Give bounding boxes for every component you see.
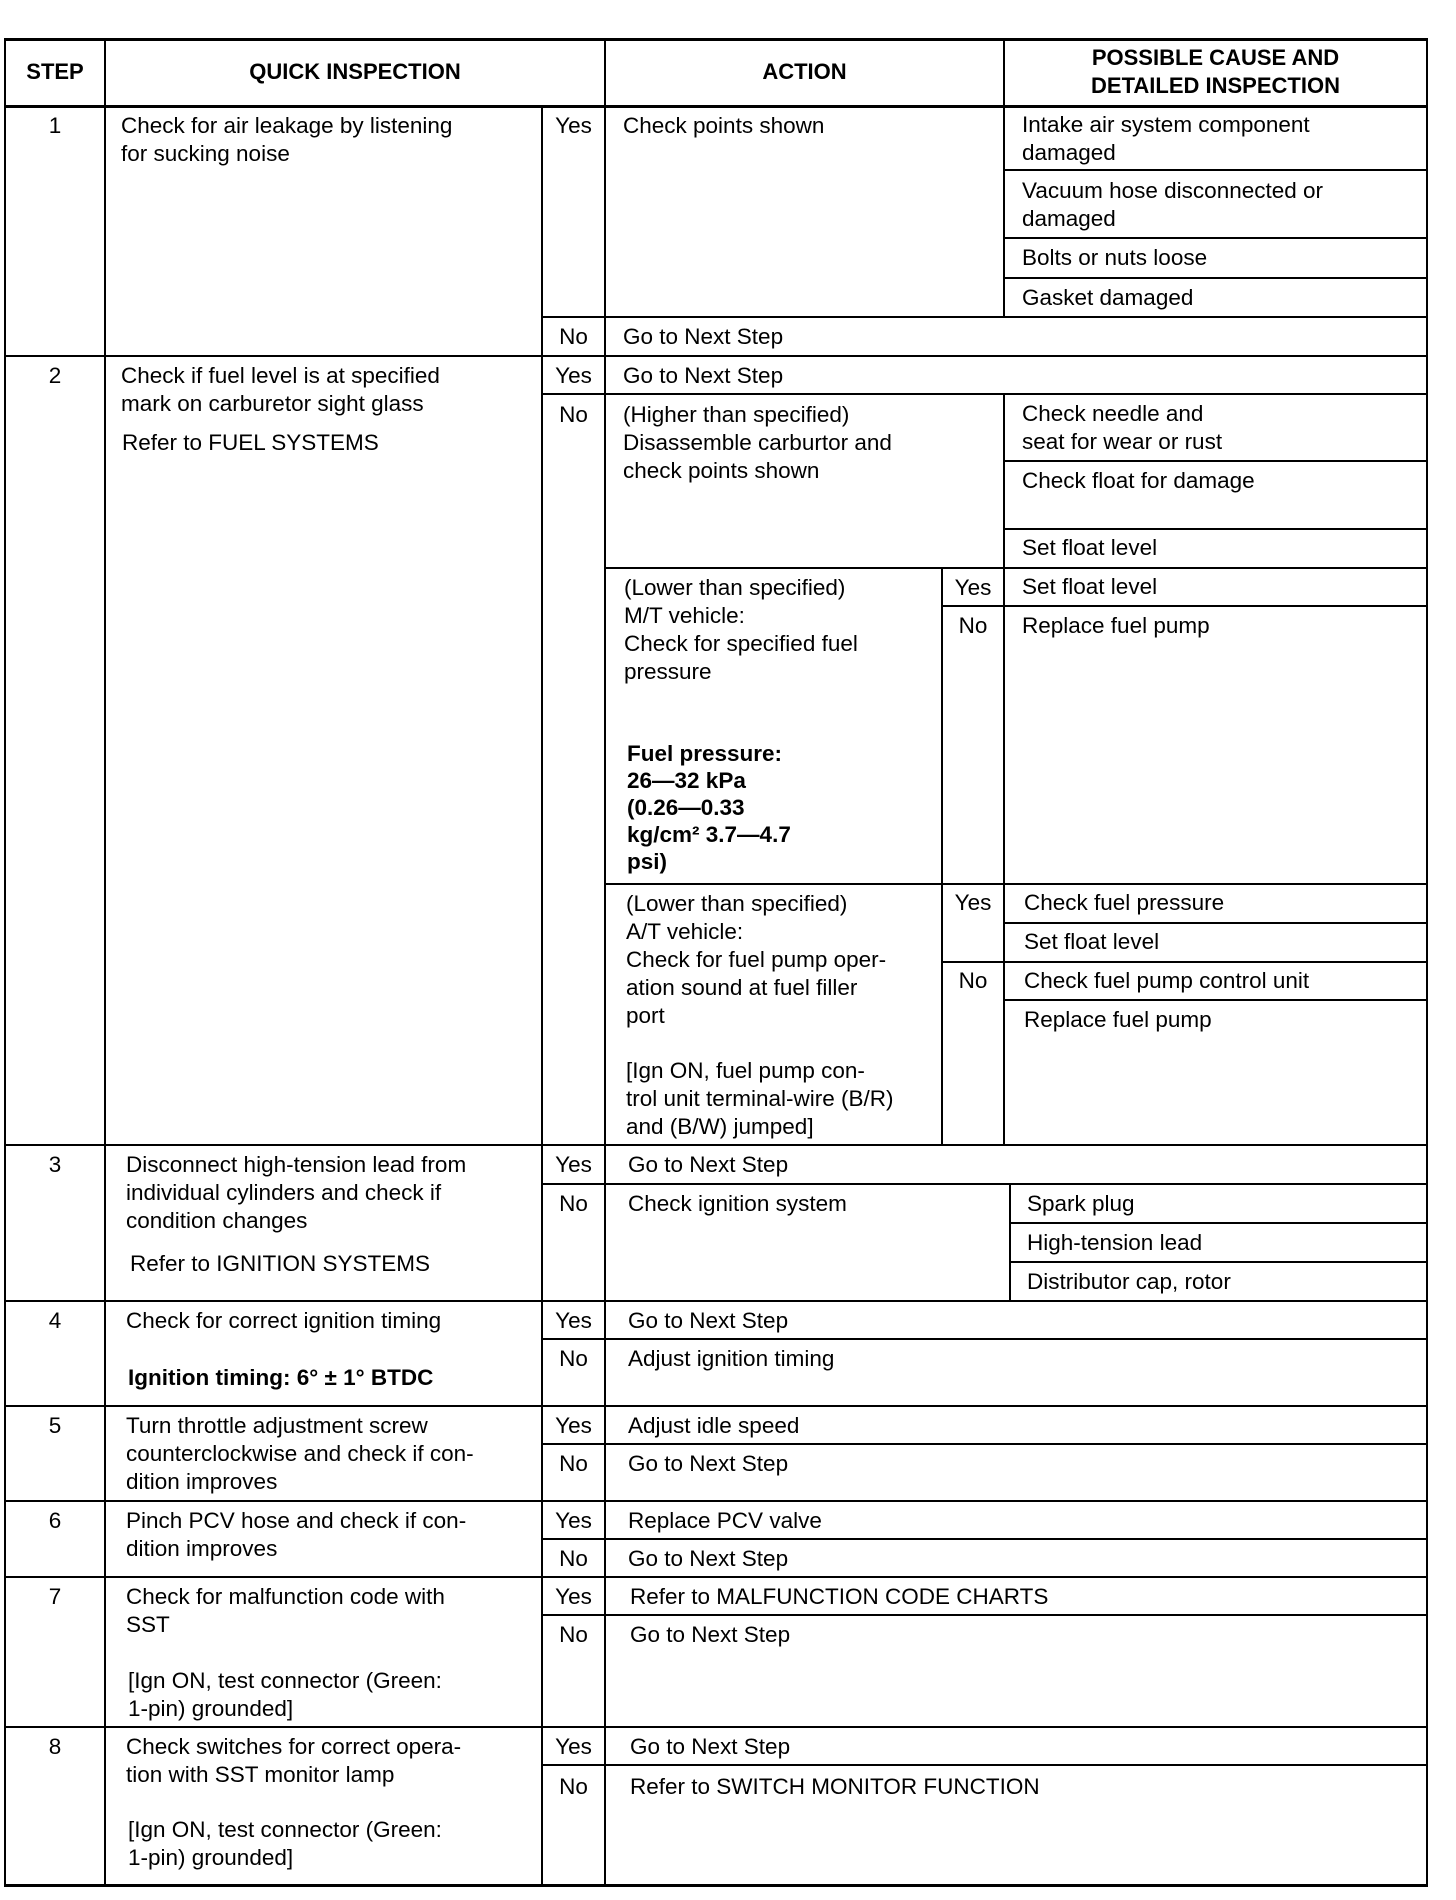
- step-number: 1: [48, 113, 62, 138]
- rule: [4, 355, 1428, 357]
- fuel-pressure-spec: Fuel pressure: 26—32 kPa (0.26—0.33 kg/cm² 3.7—4.7 psi): [627, 741, 791, 874]
- cause-item: Spark plug: [1027, 1191, 1135, 1216]
- yes-label: Yes: [555, 1584, 592, 1609]
- rule: [1004, 277, 1426, 279]
- step-number: 3: [48, 1152, 62, 1177]
- step-number: 2: [48, 363, 62, 388]
- rule: [4, 1576, 1428, 1578]
- cause-item: Gasket damaged: [1022, 285, 1194, 310]
- rule: [605, 567, 1428, 569]
- rule: [541, 1338, 1428, 1340]
- condition-text: [Ign ON, test connector (Green: 1-pin) grounded]: [128, 1668, 442, 1721]
- rule: [605, 883, 1428, 885]
- no-label: No: [559, 1774, 588, 1799]
- action-text: Check points shown: [623, 113, 825, 138]
- no-label: No: [559, 324, 588, 349]
- action-text: Go to Next Step: [623, 324, 784, 349]
- rule: [1004, 922, 1426, 924]
- cause-item: Check needle and seat for wear or rust: [1022, 401, 1223, 454]
- step-inspection: Disconnect high-tension lead from individual cylinders and check if condition changes: [126, 1152, 467, 1233]
- step-inspection: Pinch PCV hose and check if con- dition improves: [126, 1508, 467, 1561]
- rule: [1003, 107, 1005, 317]
- no-label: No: [958, 613, 988, 638]
- rule: [541, 316, 1428, 318]
- rule: [4, 105, 1428, 108]
- step-inspection: Check if fuel level is at specified mark on carburetor sight glass: [121, 363, 440, 416]
- action-text: Refer to MALFUNCTION CODE CHARTS: [630, 1584, 1049, 1609]
- rule: [541, 1764, 1428, 1766]
- yes-label: Yes: [555, 1152, 592, 1177]
- cause-item: Check fuel pressure: [1024, 890, 1225, 915]
- cause-item: Set float level: [1024, 929, 1160, 954]
- cause-item: Set float level: [1022, 574, 1158, 599]
- condition-text: [Ign ON, fuel pump con- trol unit terminal-wire (B/R) and (B/W) jumped]: [626, 1058, 894, 1139]
- action-text: (Higher than specified) Disassemble carburtor and check points shown: [623, 402, 892, 483]
- yes-label: Yes: [954, 890, 992, 915]
- condition-text: [Ign ON, test connector (Green: 1-pin) grounded]: [128, 1817, 442, 1870]
- rule: [4, 38, 1428, 41]
- step-inspection: Check for correct ignition timing: [126, 1308, 442, 1333]
- yes-label: Yes: [555, 113, 592, 138]
- action-text: (Lower than specified) A/T vehicle: Check for fuel pump oper- ation sound at fuel filler port: [626, 891, 887, 1028]
- action-text: Go to Next Step: [630, 1622, 791, 1647]
- step-inspection: Check switches for correct opera- tion with SST monitor lamp: [126, 1734, 462, 1787]
- header-step: STEP: [26, 59, 84, 84]
- cause-item: Check fuel pump control unit: [1024, 968, 1310, 993]
- action-text: (Lower than specified) M/T vehicle: Check for specified fuel pressure: [624, 575, 858, 684]
- rule: [541, 1614, 1428, 1616]
- action-text: Go to Next Step: [623, 363, 784, 388]
- rule: [1004, 460, 1426, 462]
- rule: [942, 605, 1428, 607]
- rule: [1004, 237, 1426, 239]
- cause-item: Replace fuel pump: [1024, 1007, 1212, 1032]
- rule: [4, 1144, 1428, 1146]
- action-text: Go to Next Step: [628, 1152, 789, 1177]
- cause-item: Bolts or nuts loose: [1022, 245, 1208, 270]
- rule: [941, 568, 943, 1145]
- step-number: 4: [48, 1308, 62, 1333]
- rule: [4, 1500, 1428, 1502]
- step-number: 5: [48, 1413, 62, 1438]
- step-reference: Refer to IGNITION SYSTEMS: [130, 1251, 431, 1276]
- yes-label: Yes: [555, 1734, 592, 1759]
- action-text: Adjust ignition timing: [628, 1346, 835, 1371]
- rule: [4, 1884, 1428, 1887]
- cause-item: High-tension lead: [1027, 1230, 1203, 1255]
- cause-item: Vacuum hose disconnected or damaged: [1022, 178, 1324, 231]
- action-text: Go to Next Step: [628, 1546, 789, 1571]
- no-label: No: [559, 1546, 588, 1571]
- rule: [541, 1443, 1428, 1445]
- rule: [541, 393, 1428, 395]
- step-number: 7: [48, 1584, 62, 1609]
- rule: [1003, 394, 1005, 1145]
- rule: [4, 1405, 1428, 1407]
- header-action: ACTION: [762, 59, 847, 84]
- yes-label: Yes: [555, 1308, 592, 1333]
- action-text: Replace PCV valve: [628, 1508, 822, 1533]
- action-text: Go to Next Step: [628, 1308, 789, 1333]
- header-possible-cause: POSSIBLE CAUSE AND DETAILED INSPECTION: [1091, 45, 1340, 98]
- no-label: No: [559, 1346, 588, 1371]
- rule: [942, 961, 1428, 963]
- step-inspection: Check for air leakage by listening for sucking noise: [121, 113, 453, 166]
- step-inspection: Turn throttle adjustment screw counterclockwise and check if con- dition improves: [126, 1413, 474, 1494]
- action-text: Go to Next Step: [630, 1734, 791, 1759]
- step-inspection: Check for malfunction code with SST: [126, 1584, 445, 1637]
- cause-item: Set float level: [1022, 535, 1158, 560]
- rule: [1004, 169, 1426, 171]
- rule: [1004, 528, 1426, 530]
- yes-label: Yes: [555, 363, 592, 388]
- step-number: 6: [48, 1508, 62, 1533]
- cause-item: Distributor cap, rotor: [1027, 1269, 1231, 1294]
- no-label: No: [559, 1622, 588, 1647]
- rule: [1004, 999, 1426, 1001]
- action-text: Check ignition system: [628, 1191, 847, 1216]
- no-label: No: [559, 402, 588, 427]
- no-label: No: [559, 1191, 588, 1216]
- ignition-timing-spec: Ignition timing: 6° ± 1° BTDC: [128, 1365, 434, 1390]
- rule: [104, 38, 106, 1887]
- cause-item: Intake air system component damaged: [1022, 112, 1310, 165]
- no-label: No: [559, 1451, 588, 1476]
- rule: [4, 1300, 1428, 1302]
- yes-label: Yes: [555, 1508, 592, 1533]
- step-reference: Refer to FUEL SYSTEMS: [122, 430, 379, 455]
- cause-item: Replace fuel pump: [1022, 613, 1210, 638]
- yes-label: Yes: [954, 575, 992, 600]
- step-number: 8: [48, 1734, 62, 1759]
- rule: [1009, 1184, 1011, 1301]
- action-text: Adjust idle speed: [628, 1413, 800, 1438]
- rule: [4, 1726, 1428, 1728]
- rule: [1010, 1222, 1428, 1224]
- no-label: No: [958, 968, 988, 993]
- rule: [604, 107, 606, 1887]
- header-quick-inspection: QUICK INSPECTION: [249, 59, 461, 84]
- rule: [541, 1538, 1428, 1540]
- rule: [1010, 1261, 1428, 1263]
- action-text: Refer to SWITCH MONITOR FUNCTION: [630, 1774, 1040, 1799]
- rule: [541, 1183, 1428, 1185]
- action-text: Go to Next Step: [628, 1451, 789, 1476]
- cause-item: Check float for damage: [1022, 468, 1255, 493]
- yes-label: Yes: [555, 1413, 592, 1438]
